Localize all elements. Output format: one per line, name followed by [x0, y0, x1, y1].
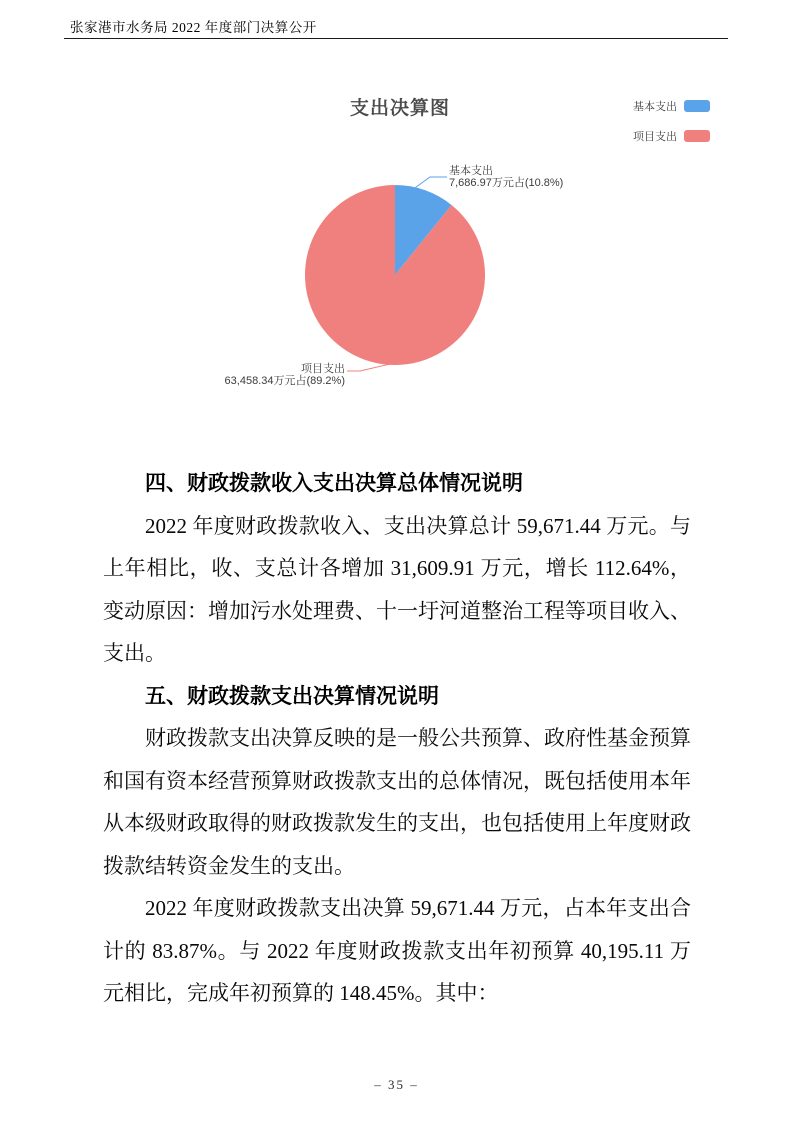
pie-label-basic-value: 7,686.97万元占(10.8%)	[449, 177, 564, 189]
paragraph-four: 2022 年度财政拨款收入、支出决算总计 59,671.44 万元。与上年相比，收、支总计各增加 31,609.91 万元，增长 112.64%，变动原因：增加污水处理费、十一圩河道整治工程等项目收入、支出。	[103, 513, 691, 665]
section-heading-five: 五、财政拨款支出决算情况说明	[145, 683, 439, 708]
pie-label-basic-expenditure	[449, 165, 563, 189]
paragraph-five-a: 财政拨款支出决算反映的是一般公共预算、政府性基金预算和国有资本经营预算财政拨款支出的总体情况，既包括使用本年从本级财政取得的财政拨款发生的支出，也包括使用上年度财政拨款结转资金发生的支出。	[103, 726, 691, 878]
section-heading-four: 四、财政拨款收入支出决算总体情况说明	[145, 471, 523, 495]
pie-label-project-value: 63,458.34万元占(89.2%)	[224, 375, 345, 387]
legend-label-project: 项目支出	[633, 131, 677, 143]
pie-label-project-name: 项目支出	[301, 363, 345, 375]
header-rule	[64, 38, 728, 39]
pie-label-project-expenditure	[185, 363, 345, 387]
chart-title: 支出决算图	[349, 98, 450, 119]
document-body	[103, 462, 691, 1015]
pie-label-basic-name: 基本支出	[449, 165, 493, 177]
page-header-title: 张家港市水务局 2022 年度部门决算公开	[70, 20, 317, 35]
legend-label-basic: 基本支出	[633, 101, 677, 113]
paragraph-five-b: 2022 年度财政拨款支出决算 59,671.44 万元，占本年支出合计的 83.87%。与 2022 年度财政拨款支出年初预算 40,195.11 万元相比，完成年初预算的 148.45%。其中：	[103, 896, 691, 1005]
pie-slice-project-expenditure	[305, 185, 485, 365]
page-number: – 35 –	[374, 1077, 419, 1092]
pie-chart-canvas	[0, 85, 793, 425]
expenditure-pie-chart	[0, 85, 793, 425]
